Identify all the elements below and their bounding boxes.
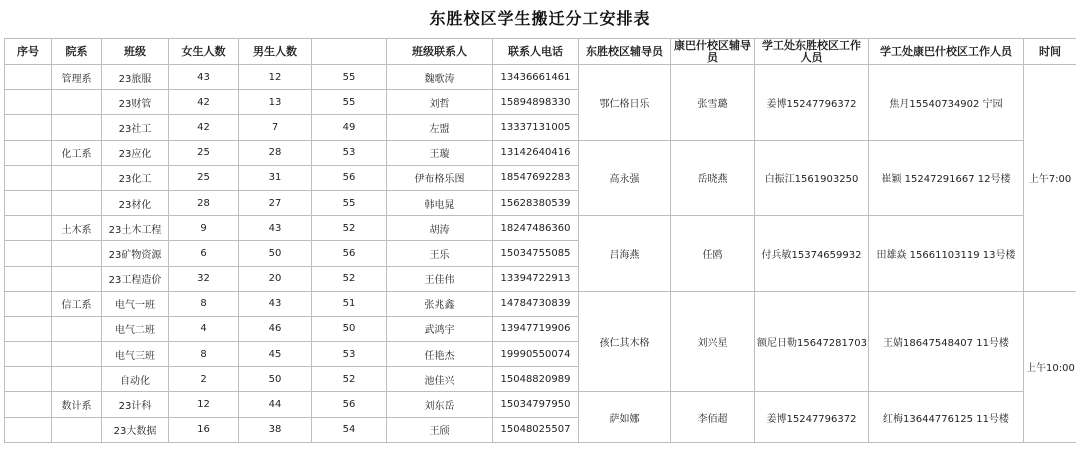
- cell-female[interactable]: 43: [169, 65, 239, 90]
- cell-class[interactable]: 电气二班: [102, 316, 169, 341]
- cell-male[interactable]: 7: [239, 115, 312, 140]
- cell-male[interactable]: 20: [239, 266, 312, 291]
- cell-total[interactable]: 53: [312, 342, 387, 367]
- col-ds-counselor[interactable]: 东胜校区辅导员: [579, 39, 671, 65]
- cell-kb-staff[interactable]: 王婧18647548407 11号楼: [869, 291, 1024, 392]
- cell-ds-staff[interactable]: 白振江1561903250: [755, 140, 869, 216]
- cell-phone[interactable]: 15048820989: [493, 367, 579, 392]
- cell-male[interactable]: 50: [239, 367, 312, 392]
- cell-contact[interactable]: 韩电晁: [387, 190, 493, 215]
- cell-contact[interactable]: 胡涛: [387, 216, 493, 241]
- cell-class[interactable]: 自动化: [102, 367, 169, 392]
- cell-class[interactable]: 23社工: [102, 115, 169, 140]
- cell-contact[interactable]: 王乐: [387, 241, 493, 266]
- cell-phone[interactable]: 13394722913: [493, 266, 579, 291]
- cell-phone[interactable]: 13337131005: [493, 115, 579, 140]
- cell-contact[interactable]: 任艳杰: [387, 342, 493, 367]
- cell-kb-staff[interactable]: 田雄焱 15661103119 13号楼: [869, 216, 1024, 292]
- cell-contact[interactable]: 王佳伟: [387, 266, 493, 291]
- cell-phone[interactable]: 15048025507: [493, 417, 579, 442]
- cell-class[interactable]: 23化工: [102, 165, 169, 190]
- cell-ds-counselor[interactable]: 孩仁其木格: [579, 291, 671, 392]
- cell-kb-counselor[interactable]: 张雪璐: [671, 65, 755, 141]
- cell-phone[interactable]: 18547692283: [493, 165, 579, 190]
- cell-ds-staff[interactable]: 姜博15247796372: [755, 392, 869, 442]
- col-total[interactable]: [312, 39, 387, 65]
- col-seq[interactable]: 序号: [5, 39, 52, 65]
- cell-seq[interactable]: [5, 65, 52, 90]
- cell-female[interactable]: 32: [169, 266, 239, 291]
- cell-kb-counselor[interactable]: 任鸥: [671, 216, 755, 292]
- cell-dept[interactable]: [52, 115, 102, 140]
- cell-ds-counselor[interactable]: 鄂仁格日乐: [579, 65, 671, 141]
- cell-dept[interactable]: 信工系: [52, 291, 102, 316]
- cell-dept[interactable]: 管理系: [52, 65, 102, 90]
- cell-total[interactable]: 55: [312, 65, 387, 90]
- cell-kb-staff[interactable]: 崔颖 15247291667 12号楼: [869, 140, 1024, 216]
- cell-contact[interactable]: 王颀: [387, 417, 493, 442]
- cell-dept[interactable]: [52, 367, 102, 392]
- cell-dept[interactable]: [52, 165, 102, 190]
- table-row: [5, 65, 1077, 90]
- cell-total[interactable]: 56: [312, 165, 387, 190]
- cell-male[interactable]: 13: [239, 90, 312, 115]
- cell-class[interactable]: 23大数据: [102, 417, 169, 442]
- cell-contact[interactable]: 左盟: [387, 115, 493, 140]
- cell-phone[interactable]: 13436661461: [493, 65, 579, 90]
- cell-seq[interactable]: [5, 266, 52, 291]
- sheet-title: 东胜校区学生搬迁分工安排表: [429, 9, 651, 28]
- cell-dept[interactable]: [52, 266, 102, 291]
- cell-seq[interactable]: [5, 165, 52, 190]
- cell-contact[interactable]: 王璇: [387, 140, 493, 165]
- cell-female[interactable]: 42: [169, 115, 239, 140]
- cell-class[interactable]: 23工程造价: [102, 266, 169, 291]
- cell-total[interactable]: 49: [312, 115, 387, 140]
- cell-seq[interactable]: [5, 392, 52, 417]
- cell-male[interactable]: 43: [239, 291, 312, 316]
- cell-phone[interactable]: 13142640416: [493, 140, 579, 165]
- cell-seq[interactable]: [5, 417, 52, 442]
- cell-seq[interactable]: [5, 90, 52, 115]
- cell-total[interactable]: 55: [312, 190, 387, 215]
- cell-female[interactable]: 25: [169, 165, 239, 190]
- cell-male[interactable]: 27: [239, 190, 312, 215]
- cell-male[interactable]: 38: [239, 417, 312, 442]
- spreadsheet: [4, 38, 1076, 454]
- cell-total[interactable]: 55: [312, 90, 387, 115]
- cell-dept[interactable]: [52, 417, 102, 442]
- table-row: [5, 392, 1077, 417]
- cell-phone[interactable]: 15034797950: [493, 392, 579, 417]
- col-kb-counselor[interactable]: 康巴什校区辅导员: [671, 39, 755, 65]
- col-ds-staff[interactable]: 学工处东胜校区工作人员: [755, 39, 869, 65]
- cell-seq[interactable]: [5, 316, 52, 341]
- cell-class[interactable]: 23土木工程: [102, 216, 169, 241]
- cell-total[interactable]: 56: [312, 392, 387, 417]
- cell-contact[interactable]: 魏歌涛: [387, 65, 493, 90]
- header-row: [5, 39, 1077, 65]
- table-row: [5, 291, 1077, 316]
- cell-dept[interactable]: 数计系: [52, 392, 102, 417]
- cell-contact[interactable]: 刘哲: [387, 90, 493, 115]
- cell-seq[interactable]: [5, 140, 52, 165]
- cell-female[interactable]: 28: [169, 190, 239, 215]
- cell-time[interactable]: 上午7:00: [1024, 65, 1077, 292]
- cell-male[interactable]: 28: [239, 140, 312, 165]
- cell-contact[interactable]: 池佳兴: [387, 367, 493, 392]
- cell-male[interactable]: 12: [239, 65, 312, 90]
- cell-kb-counselor[interactable]: 刘兴星: [671, 291, 755, 392]
- cell-class[interactable]: 23计科: [102, 392, 169, 417]
- cell-seq[interactable]: [5, 342, 52, 367]
- cell-contact[interactable]: 伊布格乐图: [387, 165, 493, 190]
- cell-female[interactable]: 8: [169, 342, 239, 367]
- cell-total[interactable]: 54: [312, 417, 387, 442]
- cell-phone[interactable]: 15034755085: [493, 241, 579, 266]
- cell-ds-counselor[interactable]: 高永强: [579, 140, 671, 216]
- cell-kb-staff[interactable]: 红梅13644776125 11号楼: [869, 392, 1024, 442]
- cell-male[interactable]: 46: [239, 316, 312, 341]
- col-contact[interactable]: 班级联系人: [387, 39, 493, 65]
- cell-seq[interactable]: [5, 216, 52, 241]
- cell-class[interactable]: 23旅服: [102, 65, 169, 90]
- cell-seq[interactable]: [5, 115, 52, 140]
- cell-male[interactable]: 43: [239, 216, 312, 241]
- cell-ds-staff[interactable]: 付兵敏15374659932: [755, 216, 869, 292]
- col-time[interactable]: 时间: [1024, 39, 1077, 65]
- cell-total[interactable]: 52: [312, 216, 387, 241]
- cell-class[interactable]: 23应化: [102, 140, 169, 165]
- cell-female[interactable]: 4: [169, 316, 239, 341]
- cell-contact[interactable]: 张兆鑫: [387, 291, 493, 316]
- cell-dept[interactable]: [52, 241, 102, 266]
- cell-dept[interactable]: [52, 316, 102, 341]
- cell-phone[interactable]: 15628380539: [493, 190, 579, 215]
- table-row: [5, 216, 1077, 241]
- cell-male[interactable]: 45: [239, 342, 312, 367]
- cell-dept[interactable]: 化工系: [52, 140, 102, 165]
- cell-ds-staff[interactable]: 姜博15247796372: [755, 65, 869, 141]
- col-dept[interactable]: 院系: [52, 39, 102, 65]
- cell-male[interactable]: 31: [239, 165, 312, 190]
- cell-phone[interactable]: 19990550074: [493, 342, 579, 367]
- cell-kb-counselor[interactable]: 岳晓燕: [671, 140, 755, 216]
- cell-female[interactable]: 8: [169, 291, 239, 316]
- cell-class[interactable]: 23矿物资源: [102, 241, 169, 266]
- cell-phone[interactable]: 18247486360: [493, 216, 579, 241]
- cell-total[interactable]: 52: [312, 367, 387, 392]
- cell-dept[interactable]: 土木系: [52, 216, 102, 241]
- cell-seq[interactable]: [5, 190, 52, 215]
- cell-female[interactable]: 9: [169, 216, 239, 241]
- cell-dept[interactable]: [52, 342, 102, 367]
- cell-total[interactable]: 52: [312, 266, 387, 291]
- cell-total[interactable]: 50: [312, 316, 387, 341]
- cell-total[interactable]: 51: [312, 291, 387, 316]
- cell-female[interactable]: 25: [169, 140, 239, 165]
- cell-seq[interactable]: [5, 367, 52, 392]
- cell-male[interactable]: 50: [239, 241, 312, 266]
- cell-dept[interactable]: [52, 90, 102, 115]
- cell-time[interactable]: 上午10:00: [1024, 291, 1077, 442]
- cell-female[interactable]: 42: [169, 90, 239, 115]
- cell-female[interactable]: 6: [169, 241, 239, 266]
- cell-total[interactable]: 53: [312, 140, 387, 165]
- cell-phone[interactable]: 13947719906: [493, 316, 579, 341]
- col-phone[interactable]: 联系人电话: [493, 39, 579, 65]
- cell-female[interactable]: 2: [169, 367, 239, 392]
- cell-class[interactable]: 电气三班: [102, 342, 169, 367]
- cell-seq[interactable]: [5, 291, 52, 316]
- cell-female[interactable]: 16: [169, 417, 239, 442]
- schedule-table: [4, 38, 1076, 443]
- col-class[interactable]: 班级: [102, 39, 169, 65]
- cell-class[interactable]: 23材化: [102, 190, 169, 215]
- col-male[interactable]: 男生人数: [239, 39, 312, 65]
- cell-seq[interactable]: [5, 241, 52, 266]
- cell-ds-counselor[interactable]: 吕海燕: [579, 216, 671, 292]
- cell-female[interactable]: 12: [169, 392, 239, 417]
- cell-kb-counselor[interactable]: 李佰超: [671, 392, 755, 442]
- cell-kb-staff[interactable]: 焦月15540734902 宁园: [869, 65, 1024, 141]
- cell-class[interactable]: 电气一班: [102, 291, 169, 316]
- cell-contact[interactable]: 武鸿宇: [387, 316, 493, 341]
- cell-class[interactable]: 23财管: [102, 90, 169, 115]
- col-kb-staff[interactable]: 学工处康巴什校区工作人员: [869, 39, 1024, 65]
- cell-dept[interactable]: [52, 190, 102, 215]
- table-row: [5, 140, 1077, 165]
- cell-phone[interactable]: 15894898330: [493, 90, 579, 115]
- cell-male[interactable]: 44: [239, 392, 312, 417]
- cell-contact[interactable]: 刘东岳: [387, 392, 493, 417]
- cell-phone[interactable]: 14784730839: [493, 291, 579, 316]
- cell-ds-counselor[interactable]: 萨如娜: [579, 392, 671, 442]
- col-female[interactable]: 女生人数: [169, 39, 239, 65]
- cell-ds-staff[interactable]: 额尼日勒15647281703: [755, 291, 869, 392]
- cell-total[interactable]: 56: [312, 241, 387, 266]
